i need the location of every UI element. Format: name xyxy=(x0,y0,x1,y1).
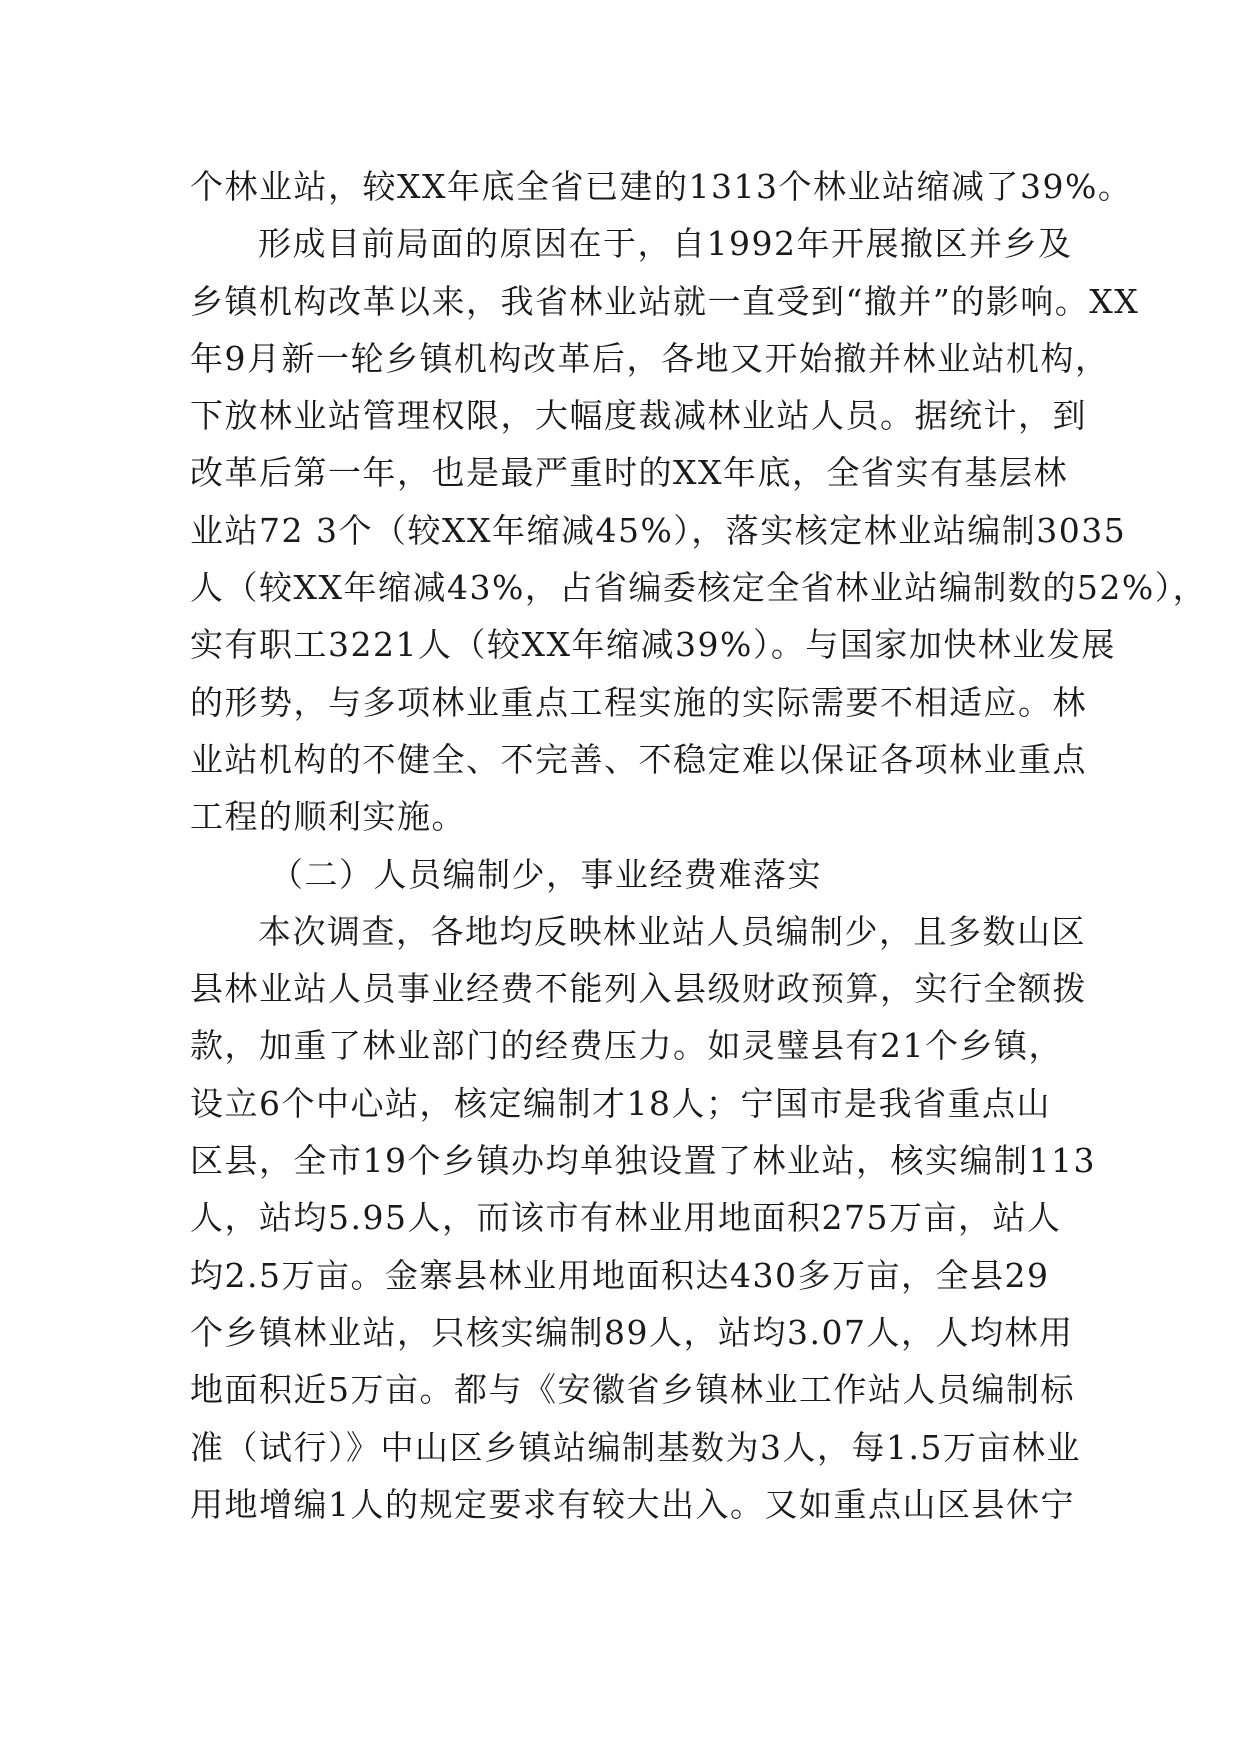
text-line: 的形势，与多项林业重点工程实施的实际需要不相适应。林 xyxy=(190,682,1087,722)
section-heading: （二）人员编制少，事业经费难落实 xyxy=(270,854,822,894)
text-line: 实有职工3221人（较XX年缩减39%）。与国家加快林业发展 xyxy=(190,625,1116,665)
text-line: 业站72 3个（较XX年缩减45%），落实核定林业站编制3035 xyxy=(190,510,1127,550)
text-line: 人（较XX年缩减43%，占省编委核定全省林业站编制数的52%）， xyxy=(190,568,1208,608)
text-line: 用地增编1人的规定要求有较大出入。又如重点山区县休宁 xyxy=(190,1484,1075,1524)
text-line: 年9月新一轮乡镇机构改革后，各地又开始撤并林业站机构， xyxy=(190,338,1110,378)
text-line: 个林业站，较XX年底全省已建的1313个林业站缩减了39%。 xyxy=(190,167,1133,206)
paragraph-start-line: 形成目前局面的原因在于，自1992年开展撤区并乡及 xyxy=(258,224,1073,264)
text-line: 个乡镇林业站，只核实编制89人，站均3.07人，人均林用 xyxy=(190,1312,1074,1352)
text-line: 款，加重了林业部门的经费压力。如灵璧县有21个乡镇， xyxy=(190,1026,1063,1066)
body-text xyxy=(190,158,1208,1533)
paragraph-start-line: 本次调查，各地均反映林业站人员编制少，且多数山区 xyxy=(258,911,1086,951)
text-line: 改革后第一年，也是最严重时的XX年底，全省实有基层林 xyxy=(190,453,1068,493)
text-line: 下放林业站管理权限，大幅度裁减林业站人员。据统计，到 xyxy=(190,396,1087,436)
text-line: 乡镇机构改革以来，我省林业站就一直受到“撤并”的影响。XX xyxy=(190,281,1140,321)
text-line: 区县，全市19个乡镇办均单独设置了林业站，核实编制113 xyxy=(190,1141,1096,1181)
text-line: 准（试行）》中山区乡镇站编制基数为3人，每1.5万亩林业 xyxy=(190,1427,1081,1467)
text-line: 县林业站人员事业经费不能列入县级财政预算，实行全额拨 xyxy=(190,969,1087,1009)
text-line: 人，站均5.95人，而该市有林业用地面积275万亩，站人 xyxy=(190,1198,1062,1238)
text-line: 工程的顺利实施。 xyxy=(190,797,466,837)
text-line: 均2.5万亩。金寨县林业用地面积达430多万亩，全县29 xyxy=(190,1255,1050,1295)
text-line: 地面积近5万亩。都与《安徽省乡镇林业工作站人员编制标 xyxy=(190,1370,1075,1410)
text-line: 设立6个中心站，核定编制才18人；宁国市是我省重点山 xyxy=(190,1083,1051,1123)
text-line: 业站机构的不健全、不完善、不稳定难以保证各项林业重点 xyxy=(190,739,1087,779)
